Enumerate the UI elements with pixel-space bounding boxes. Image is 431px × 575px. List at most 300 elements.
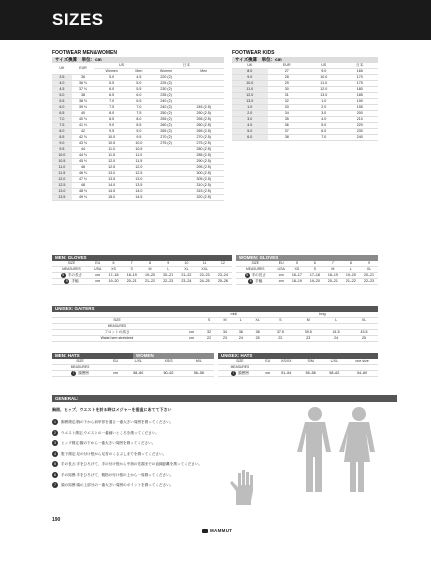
value-cell: 36 [233,330,249,336]
table-cell: 38 [268,135,307,141]
table-cell: 33 [268,105,307,111]
table-cell: 275 (2) [149,141,184,147]
men-gloves-table [52,261,232,285]
value-cell: 19–20 [141,273,159,279]
table-cell: 200 [342,111,378,117]
numbered-circle-icon: 6 [249,279,252,283]
table-cell: 34 [268,111,307,117]
value-cell: 58–60 [123,371,153,377]
numbered-circle-icon: 1 [52,419,58,425]
col-uk: UK [232,63,268,69]
size-cell: one size [346,359,378,365]
women-gloves-table [236,261,378,285]
table-cell: 210 [342,117,378,123]
table-cell: 6.0 [306,129,342,135]
size-cell: XL [249,318,267,324]
col-jp-men: Men [183,69,224,75]
table-cell: 37 ⅓ [72,87,95,93]
value-cell: 18–19 [123,273,141,279]
table-cell: 4.0 [232,123,268,129]
table-cell: 13.0 [94,171,129,177]
usa-label: USA [91,267,104,273]
table-cell: 175 [342,81,378,87]
measure-name: 手の長さ [67,273,83,277]
size-label: SIZE [52,318,182,324]
hand-silhouette-icon [224,467,264,507]
value-cell: 18–19 [324,273,342,279]
value-cell: 43.5 [350,330,378,336]
table-cell: 41 ⅓ [72,123,95,129]
usa-size: S [123,267,141,273]
instruction-text: 股下測定:足の付け根から足首のくるぶしまでを測ってください。 [61,451,167,456]
col-us: US [306,63,342,69]
table-cell: 43 ⅓ [72,141,95,147]
table-cell: 45 ⅓ [72,159,95,165]
value-cell: 56–58 [184,371,214,377]
value-cell: 18–19 [288,279,306,285]
table-cell: 11.0 [52,165,72,171]
list-item [52,417,277,428]
table-cell: 195 [342,105,378,111]
unisex-hats-table [218,359,378,377]
table-cell: 29 [268,81,307,87]
usa-size: XL [360,267,378,273]
table-cell: 47 ⅓ [72,177,95,183]
value-cell: 16–17 [288,273,306,279]
table-cell: 10.5 [52,159,72,165]
table-cell: 230 [342,129,378,135]
table-cell: 270 (2.5) [183,135,224,141]
table-cell: 9.0 [52,141,72,147]
body-silhouette-icon [277,402,397,507]
unit: cm [182,330,201,336]
men-hats-table [52,359,214,377]
value-cell: 22–23 [360,279,378,285]
table-cell: 13.5 [94,177,129,183]
table-cell: 7.0 [306,135,342,141]
table-cell: 255 (2.5) [183,117,224,123]
group-midi: midi [201,312,266,318]
size-label: SIZE [218,359,262,365]
table-cell: 44 [72,147,95,153]
table-cell: 8.0 [129,117,149,123]
measure-name: 頭囲囲 [78,371,89,375]
table-cell: 44 ⅔ [72,153,95,159]
section-title: WOMEN: GLOVES [236,255,378,261]
unit: cm [182,336,201,342]
numbered-circle-icon: 5 [62,273,65,277]
value-cell: 60–62 [153,371,183,377]
unit: cm [108,371,123,377]
table-cell: 6.0 [129,93,149,99]
eu-size: 8 [141,261,159,267]
size-cell: S/M [299,359,323,365]
table-cell: 3.5 [52,75,72,81]
measure-label [236,279,275,285]
size-cell: S [201,318,217,324]
eu-size: 7 [324,261,342,267]
table-cell: 12.0 [129,165,149,171]
men-hats-section [52,353,214,377]
table-cell: 14.5 [129,195,149,201]
unit: cm [262,371,274,377]
table-cell: 1.0 [306,99,342,105]
women-gloves-section [236,255,378,285]
table-cell: 13.5 [129,183,149,189]
table-cell: 275 (2.5) [183,141,224,147]
eu-size: 11 [196,261,214,267]
size-cell: XS/S [153,359,183,365]
table-cell: 12.0 [94,159,129,165]
table-cell: 9.5 [129,135,149,141]
table-cell: 265 (2.5) [183,129,224,135]
value-cell: 23–24 [177,279,195,285]
eu-size: 9 [360,261,378,267]
table-cell: 4.5 [52,87,72,93]
measures-label: MEASURES [218,365,262,371]
table-cell: 46 [72,165,95,171]
table-cell: 230 (2) [149,87,184,93]
numbered-circle-icon: 5 [246,273,248,277]
footwear-men-women-section [52,50,224,201]
eu-size: 10 [177,261,195,267]
general-section [52,395,397,505]
table-cell: 5.0 [129,81,149,87]
table-cell: 7.5 [52,123,72,129]
section-title: FOOTWEAR KIDS [232,50,275,56]
usa-size: XL [177,267,195,273]
table-cell: 38 ⅔ [72,99,95,105]
table-cell: 7.0 [52,117,72,123]
table-cell: 295 (2.5) [183,165,224,171]
table-cell: 270 (2) [149,135,184,141]
table-cell: 5.5 [52,99,72,105]
table-cell: 36 [72,75,95,81]
measures-label: MEASURES [52,324,182,330]
footwear-men-women-table [52,63,224,201]
value-cell: 23 [294,336,322,342]
instruction-text: 手の周囲:手をひろげて、親指の付け根の上から一周測ってください。 [61,472,174,477]
section-subtitle: サイズ換算 単位：cm [52,57,224,63]
value-cell: 21–22 [141,279,159,285]
table-cell: 40 [72,111,95,117]
usa-size: S [306,267,324,273]
table-cell: 240 [342,135,378,141]
table-cell: 10.0 [94,135,129,141]
gaiters-section [52,306,378,342]
value-cell: 24 [233,336,249,342]
measure-name: 頭囲囲 [238,371,249,375]
instruction-text: ヒップ測定:腰の下から一番大きい周囲を測ってください。 [61,441,156,446]
value-cell: 41.5 [322,330,350,336]
value-cell: 58–62 [323,371,347,377]
usa-size: XS [104,267,122,273]
section-title: FOOTWEAR MEN&WOMEN [52,50,117,56]
mammut-logo-icon [202,529,208,533]
usa-size: M [324,267,342,273]
col-eur: EUR [268,63,307,69]
measure-name: Waist hem stretched [52,336,182,342]
value-cell: 21–22 [177,273,195,279]
table-cell: 46 ⅔ [72,171,95,177]
size-label: SIZE [52,261,91,267]
size-cell: L/XL [123,359,153,365]
table-cell: 315 (2.5) [183,189,224,195]
table-cell: 6.5 [94,93,129,99]
table-cell: 245 (2.5) [183,105,224,111]
table-cell: 8.5 [52,135,72,141]
col-uk: UK [52,63,72,75]
value-cell: 17–18 [306,273,324,279]
usa-size: M [141,267,159,273]
table-cell: 11.0 [232,87,268,93]
table-cell: 13.0 [52,189,72,195]
instruction-text: 胸囲測定:胸の下から肩甲骨を通る一番大きい周囲を測ってください。 [61,420,174,425]
table-cell: 13.0 [232,99,268,105]
table-cell: 9.0 [94,123,129,129]
usa-label: USA [275,267,288,273]
measure-name: 手幅 [71,279,79,283]
table-cell: 38 [72,93,95,99]
table-cell: 13.0 [129,177,149,183]
table-cell: 220 (2) [149,75,184,81]
page-title: SIZES [52,10,104,29]
value-cell: 19–20 [306,279,324,285]
table-cell: 4.0 [52,81,72,87]
table-cell: 30 [268,87,307,93]
value-cell: 23 [217,336,233,342]
size-cell: M/L [184,359,214,365]
col-us: US [94,63,148,69]
eu-label: EU [262,359,274,365]
col-jp-women: Women [149,69,184,75]
table-cell: 11.0 [306,81,342,87]
table-cell: 4.0 [306,117,342,123]
table-cell: 190 [342,99,378,105]
table-cell: 32 [268,99,307,105]
table-cell: 37 [268,129,307,135]
col-women: Women [94,69,129,75]
value-cell: 20–21 [159,273,177,279]
section-title: MEN: GLOVES [52,255,232,261]
table-cell: 255 (2) [149,117,184,123]
table-cell: 9.0 [129,129,149,135]
table-cell: 250 (2) [149,111,184,117]
table-cell: 7.5 [94,105,129,111]
size-label: SIZE [236,261,275,267]
table-cell: 42 ⅔ [72,135,95,141]
usa-size: XS [288,267,306,273]
table-cell: 240 (2) [149,99,184,105]
measure-name: 手幅 [255,279,263,283]
table-cell: 5.0 [306,123,342,129]
table-cell: 42 [72,129,95,135]
numbered-circle-icon: 7 [72,371,75,375]
eu-size: 5 [288,261,306,267]
table-row [52,336,378,342]
table-cell: 11.5 [52,171,72,177]
table-cell: 9.5 [52,147,72,153]
numbered-circle-icon: 5 [52,461,58,467]
brand-name: MAMMUT [210,528,233,533]
table-cell: 35 [268,117,307,123]
table-cell: 12.5 [129,171,149,177]
table-cell: 14.0 [94,183,129,189]
size-cell: S [266,318,294,324]
table-cell: 265 (2) [149,129,184,135]
value-cell: 20–21 [360,273,378,279]
men-gloves-section [52,255,232,285]
usa-size: L [342,267,360,273]
instruction-text: ウエスト測定:ウエストの一番細いところを測ってください。 [61,430,160,435]
table-cell: 260 (2) [149,123,184,129]
table-cell: 12.0 [52,177,72,183]
table-cell: 10.0 [232,81,268,87]
value-cell: 20–21 [123,279,141,285]
size-label: SIZE [52,359,108,365]
measure-name: 手の長さ [251,273,266,277]
col-jp: 日本 [342,63,378,69]
value-cell: 22–23 [159,279,177,285]
table-row [232,135,378,141]
table-cell: 170 [342,75,378,81]
eu-size: 6 [306,261,324,267]
numbered-circle-icon: 7 [52,482,58,488]
table-cell: 165 [342,69,378,75]
table-cell: 220 [342,123,378,129]
section-title: GENERAL: [52,395,397,402]
col-eur: EUR [72,63,95,75]
table-cell: 6.5 [52,111,72,117]
group-long: long [266,312,378,318]
table-cell: 240 (2) [149,105,184,111]
table-cell: 3.0 [232,117,268,123]
table-cell: 7.0 [94,99,129,105]
table-cell: 8.0 [94,111,129,117]
table-row [52,195,224,201]
brand-logo [202,528,232,533]
table-cell: 9.0 [306,69,342,75]
table-cell: 9.5 [94,129,129,135]
numbered-circle-icon: 6 [52,472,58,478]
table-cell: 290 (2.5) [183,159,224,165]
table-cell: 10.0 [129,141,149,147]
section-subtitle: サイズ換算 単位：cm [232,57,378,63]
unisex-hats-section [218,353,378,377]
value-cell: 22–23 [196,273,214,279]
table-cell: 185 [342,93,378,99]
size-cell: XS/XX [274,359,299,365]
col-men: Men [129,69,149,75]
measure-label [52,371,108,377]
table-cell: 2.0 [306,105,342,111]
unit: cm [91,273,104,279]
table-cell: 36 ⅔ [72,81,95,87]
table-cell: 12.5 [52,183,72,189]
instruction-text: 頭の周囲:頭の上部分の一番大きい周囲のポイントを測ってください。 [61,483,174,488]
table-cell: 300 (2.5) [183,171,224,177]
measure-label [218,371,262,377]
numbered-circle-icon: 6 [65,279,68,283]
value-cell: 20–21 [324,279,342,285]
value-cell: 34 [217,330,233,336]
section-title: MEN: HATS [52,353,133,359]
size-cell: M [217,318,233,324]
table-cell: 13.5 [52,195,72,201]
table-cell: 48 ⅔ [72,189,95,195]
table-cell: 6.0 [94,87,129,93]
table-cell: 5.0 [52,93,72,99]
table-cell: 27 [268,69,307,75]
table-cell: 6.5 [129,99,149,105]
eu-label: EU [91,261,104,267]
eu-size: 8 [342,261,360,267]
numbered-circle-icon: 2 [52,430,58,436]
list-item [52,428,277,439]
table-cell: 13.0 [306,93,342,99]
table-cell: 8.0 [232,69,268,75]
measures-label: MEASURES [52,267,91,273]
value-cell: 38 [249,330,267,336]
eu-size: 12 [214,261,232,267]
table-cell: 5.5 [129,87,149,93]
numbered-circle-icon: 3 [52,440,58,446]
usa-size: XXL [196,267,214,273]
numbered-circle-icon: 7 [232,371,235,375]
eu-size: 9 [159,261,177,267]
table-cell: 8.5 [94,117,129,123]
value-cell: 32 [201,330,217,336]
table-cell: 14.5 [94,189,129,195]
table-cell: 280 (2.5) [183,147,224,153]
eu-size: 7 [123,261,141,267]
table-cell: 4.5 [129,75,149,81]
value-cell: 25 [249,336,267,342]
value-cell: 25 [350,336,378,342]
value-cell: 54–60 [346,371,378,377]
table-cell: 8.0 [52,129,72,135]
unit: cm [91,279,104,285]
value-cell: 19–20 [104,279,122,285]
table-cell: 260 (2.5) [183,123,224,129]
page-header [0,0,431,40]
table-cell: 310 (2.5) [183,183,224,189]
table-cell: 10.5 [94,141,129,147]
table-cell: 5.0 [232,129,268,135]
table-cell: 11.0 [129,153,149,159]
size-cell: XL [350,318,378,324]
table-cell: 9.0 [232,75,268,81]
col-jp: 日本 [149,63,224,69]
value-cell: 37.5 [266,330,294,336]
value-cell: 24 [322,336,350,342]
table-cell: 11.5 [129,159,149,165]
size-cell: L [322,318,350,324]
list-item [52,438,277,449]
table-cell: 48 [72,183,95,189]
table-cell: 8.5 [129,123,149,129]
instruction-text: 手の長さ:手をひろげて、手の付け根から中指の先端までの直線距離を測ってください。 [61,462,203,467]
gaiters-table [52,312,378,342]
table-cell: 3.0 [306,111,342,117]
footwear-kids-table [232,63,378,141]
table-cell: 5.0 [94,75,129,81]
numbered-circle-icon: 4 [52,451,58,457]
table-cell: 225 (2) [149,81,184,87]
size-cell: L/XL [323,359,347,365]
table-row [236,279,378,285]
table-cell: 2.0 [232,111,268,117]
